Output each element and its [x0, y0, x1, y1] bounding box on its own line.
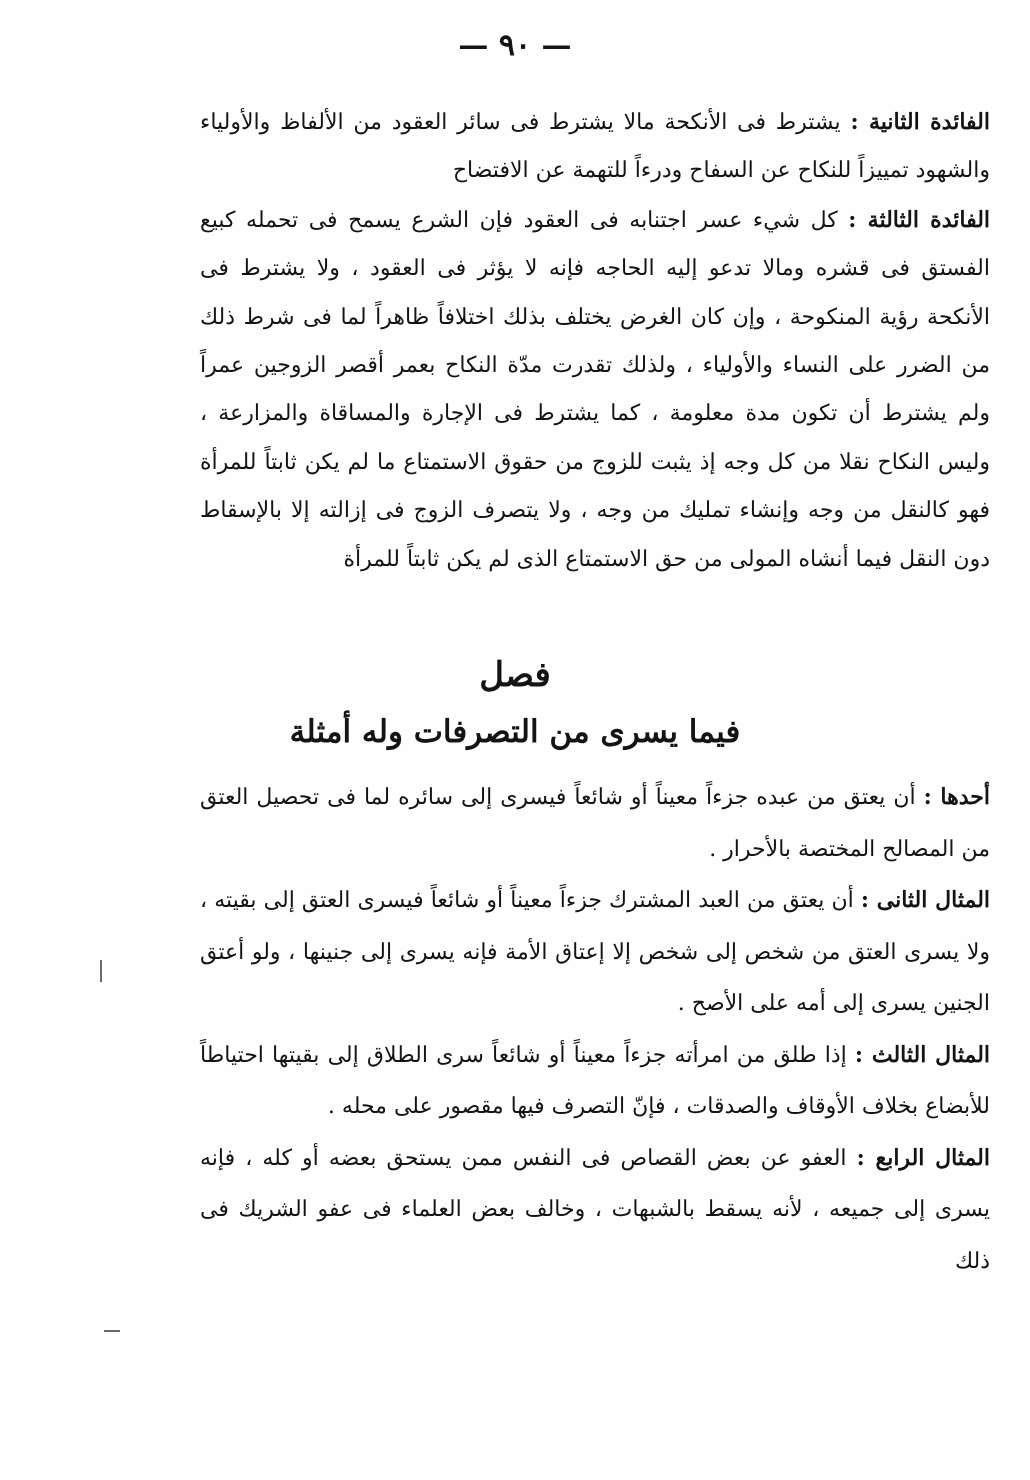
section-subheading: فيما يسرى من التصرفات وله أمثلة [289, 714, 741, 750]
paragraph-lead: المثال الرابع : [856, 1144, 990, 1171]
paragraph-text: أن يعتق من عبده جزءاً معيناً أو شائعاً فيسرى إلى سائره لما فى تحصيل العتق من المصالح المختصة بالأحرار . [200, 785, 990, 862]
body-text-bottom [200, 772, 990, 1287]
paragraph-lead: الفائدة الثانية : [850, 109, 990, 135]
page-number: — ٩٠ — [458, 28, 572, 63]
paragraph-text: أن يعتق من العبد المشترك جزءاً معيناً أو شائعاً فيسرى العتق إلى بقيته ، ولا يسرى العتق من شخص إلى شخص إلا إعتاق الأمة فإنه يسرى إلى جنينها ، ولو أعتق الجنين يسرى إلى أمه على الأصح . [200, 888, 990, 1016]
paragraph-lead: المثال الثالث : [854, 1041, 991, 1068]
paragraph-lead: أحدها : [923, 784, 990, 810]
paragraph-text: كل شيء عسر اجتنابه فى العقود فإن الشرع يسمح فى تحمله كبيع الفستق فى قشره ومالا تدعو إليه الحاجه فإنه لا يؤثر فى العقود ، ولا يشترط فى الأنكحة رؤية المنكوحة ، وإن كان الغرض يختلف بذلك اختلافاً ظاهراً لما فى شرط ذلك من الضرر على النساء والأولياء ، ولذلك تقدرت مدّة النكاح بعمر أقصر الزوجين عمراً ولم يشترط أن تكون مدة معلومة ، كما يشترط فى الإجارة والمساقاة والمزارعة ، وليس النكاح نقلا من كل وجه إذ يثبت للزوج من حقوق الاستمتاع ما لم يكن ثابتاً للمرأة فهو كالنقل من وجه وإنشاء تمليك من وجه ، ولا يتصرف الزوج فى إزالته إلا بالإسقاط دون النقل فيما أنشاه المولى من حق الاستمتاع الذى لم يكن ثابتاً للمرأة [200, 207, 990, 572]
section-heading: فصل [479, 655, 551, 695]
scan-margin-mark [104, 1330, 120, 1332]
paragraph-lead: الفائدة الثالثة : [848, 206, 991, 233]
scan-margin-mark [100, 960, 102, 982]
paragraph-example-four [200, 1133, 990, 1288]
paragraph-benefit-two [200, 98, 990, 196]
paragraph-text: العفو عن بعض القصاص فى النفس ممن يستحق بعضه أو كله ، فإنه يسرى إلى جميعه ، لأنه يسقط بالشبهات ، وخالف بعض العلماء فى عفو الشريك فى ذلك [200, 1145, 990, 1274]
paragraph-text: يشترط فى الأنكحة مالا يشترط فى سائر العقود من الألفاظ والأولياء والشهود تمييزاً للنكاح عن السفاح ودرءاً للتهمة عن الافتضاح [200, 110, 990, 184]
paragraph-lead: المثال الثانى : [860, 887, 991, 913]
paragraph-text: إذا طلق من امرأته جزءاً معيناً أو شائعاً سرى الطلاق إلى بقيتها احتياطاً للأبضاع بخلاف الأوقاف والصدقات ، فإنّ التصرف فيها مقصور على محله . [200, 1042, 990, 1119]
paragraph-example-three [200, 1030, 990, 1133]
paragraph-benefit-three [200, 196, 990, 584]
paragraph-example-one [200, 772, 990, 875]
body-text-top [200, 98, 990, 584]
paragraph-example-two [200, 875, 990, 1030]
